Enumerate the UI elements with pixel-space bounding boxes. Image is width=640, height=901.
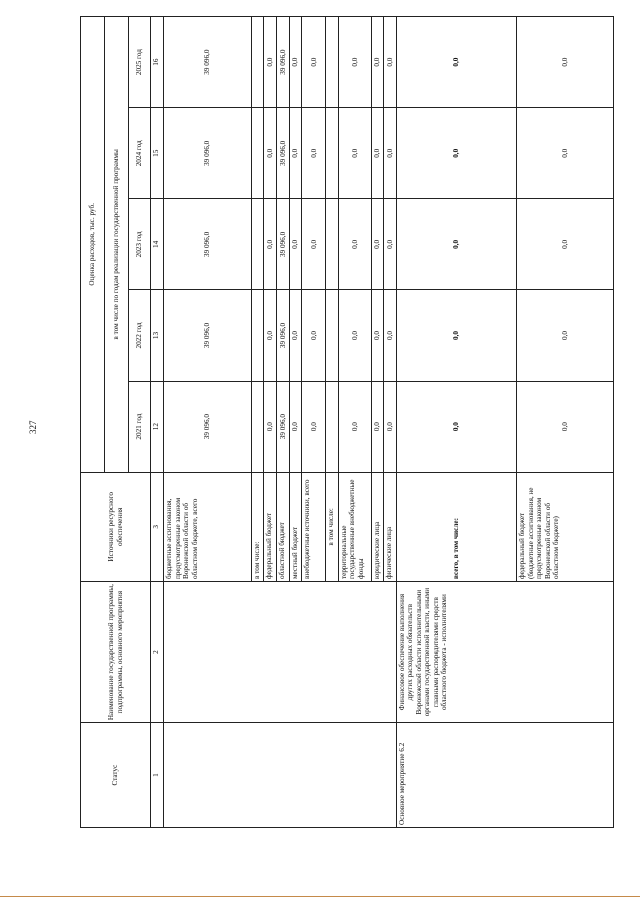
value-cell: 0,0 xyxy=(264,199,277,290)
source-cell: областной бюджет xyxy=(277,472,290,581)
header-status: Статус xyxy=(81,723,151,828)
col-number: 1 xyxy=(151,723,164,828)
value-cell: 0,0 xyxy=(289,17,302,108)
header-estimate: Оценка расходов, тыс. руб. xyxy=(81,17,105,473)
value-cell: 0,0 xyxy=(371,290,384,381)
value-cell: 0,0 xyxy=(289,108,302,199)
page-edge-line xyxy=(0,896,640,897)
source-cell: федеральный бюджет xyxy=(264,472,277,581)
value-cell: 0,0 xyxy=(396,381,517,472)
value-cell: 0,0 xyxy=(302,381,326,472)
value-cell: 0,0 xyxy=(517,290,614,381)
header-name: Наименование государственной программы, подпрограммы, основного мероприятия xyxy=(81,582,151,723)
value-cell xyxy=(326,290,339,381)
expense-table xyxy=(80,16,614,828)
value-cell: 0,0 xyxy=(302,17,326,108)
value-cell xyxy=(251,17,264,108)
col-number: 15 xyxy=(151,108,164,199)
value-cell: 0,0 xyxy=(289,381,302,472)
source-cell: бюджетные ассигнования, предусмотренные законом Воронежской области об областном бюджете, всего xyxy=(164,472,252,581)
col-number: 13 xyxy=(151,290,164,381)
header-year: 2023 год xyxy=(129,199,151,290)
value-cell: 0,0 xyxy=(371,17,384,108)
col-number: 3 xyxy=(151,472,164,581)
value-cell: 0,0 xyxy=(338,381,371,472)
source-cell: всего, в том числе: xyxy=(396,472,517,581)
value-cell: 0,0 xyxy=(371,381,384,472)
name-cell: Финансовое обеспечение выполнения других расходных обязательств Воронежской области исполнительными органами государственной власти, иными главными распорядителями средств областного бюджета - исполнителями xyxy=(396,582,613,723)
value-cell: 0,0 xyxy=(264,290,277,381)
status-cell-empty xyxy=(164,723,397,828)
value-cell: 39 096,0 xyxy=(277,381,290,472)
value-cell: 39 096,0 xyxy=(277,17,290,108)
name-cell-empty xyxy=(164,582,397,723)
value-cell: 0,0 xyxy=(289,199,302,290)
col-number: 2 xyxy=(151,582,164,723)
source-cell: местный бюджет xyxy=(289,472,302,581)
source-cell: в том числе: xyxy=(251,472,264,581)
value-cell: 0,0 xyxy=(264,108,277,199)
source-cell: территориальные государственные внебюджетные фонды xyxy=(338,472,371,581)
value-cell: 0,0 xyxy=(517,381,614,472)
value-cell: 39 096,0 xyxy=(164,290,252,381)
source-cell: федеральный бюджет (бюджетные ассигнования, не предусмотренные законом Воронежской области об областном бюджете) xyxy=(517,472,614,581)
value-cell: 0,0 xyxy=(396,17,517,108)
value-cell: 0,0 xyxy=(384,108,397,199)
value-cell xyxy=(251,108,264,199)
page-number: 327 xyxy=(28,420,38,434)
value-cell: 0,0 xyxy=(517,17,614,108)
source-cell: физические лица xyxy=(384,472,397,581)
value-cell: 0,0 xyxy=(371,199,384,290)
value-cell xyxy=(251,290,264,381)
value-cell: 0,0 xyxy=(302,290,326,381)
value-cell: 39 096,0 xyxy=(277,199,290,290)
value-cell: 0,0 xyxy=(264,381,277,472)
value-cell: 0,0 xyxy=(396,290,517,381)
value-cell: 0,0 xyxy=(384,290,397,381)
value-cell: 39 096,0 xyxy=(277,290,290,381)
col-number: 16 xyxy=(151,17,164,108)
header-year: 2021 год xyxy=(129,381,151,472)
value-cell: 0,0 xyxy=(384,199,397,290)
value-cell: 39 096,0 xyxy=(164,17,252,108)
value-cell: 0,0 xyxy=(302,108,326,199)
value-cell xyxy=(251,381,264,472)
header-year: 2025 год xyxy=(129,17,151,108)
status-cell: Основное мероприятие 6.2 xyxy=(396,723,613,828)
value-cell: 0,0 xyxy=(289,290,302,381)
value-cell: 0,0 xyxy=(338,17,371,108)
value-cell: 0,0 xyxy=(517,108,614,199)
value-cell: 0,0 xyxy=(396,199,517,290)
col-number: 14 xyxy=(151,199,164,290)
value-cell: 39 096,0 xyxy=(164,199,252,290)
rotated-table-container xyxy=(80,16,614,828)
value-cell: 39 096,0 xyxy=(164,381,252,472)
value-cell: 0,0 xyxy=(371,108,384,199)
value-cell: 0,0 xyxy=(302,199,326,290)
source-cell: в том числе: xyxy=(326,472,339,581)
header-year: 2022 год xyxy=(129,290,151,381)
value-cell xyxy=(326,381,339,472)
source-cell: внебюджетные источники, всего xyxy=(302,472,326,581)
col-number: 12 xyxy=(151,381,164,472)
value-cell: 39 096,0 xyxy=(277,108,290,199)
value-cell: 0,0 xyxy=(384,381,397,472)
value-cell: 0,0 xyxy=(384,17,397,108)
value-cell xyxy=(326,17,339,108)
value-cell: 0,0 xyxy=(338,108,371,199)
value-cell: 0,0 xyxy=(517,199,614,290)
value-cell: 0,0 xyxy=(338,290,371,381)
value-cell xyxy=(326,199,339,290)
header-by-years: в том числе по годам реализации государственной программы xyxy=(105,17,129,473)
value-cell xyxy=(251,199,264,290)
source-cell: юридические лица xyxy=(371,472,384,581)
header-year: 2024 год xyxy=(129,108,151,199)
value-cell: 0,0 xyxy=(338,199,371,290)
value-cell: 39 096,0 xyxy=(164,108,252,199)
value-cell xyxy=(326,108,339,199)
header-source: Источники ресурсного обеспечения xyxy=(81,472,151,581)
value-cell: 0,0 xyxy=(264,17,277,108)
value-cell: 0,0 xyxy=(396,108,517,199)
